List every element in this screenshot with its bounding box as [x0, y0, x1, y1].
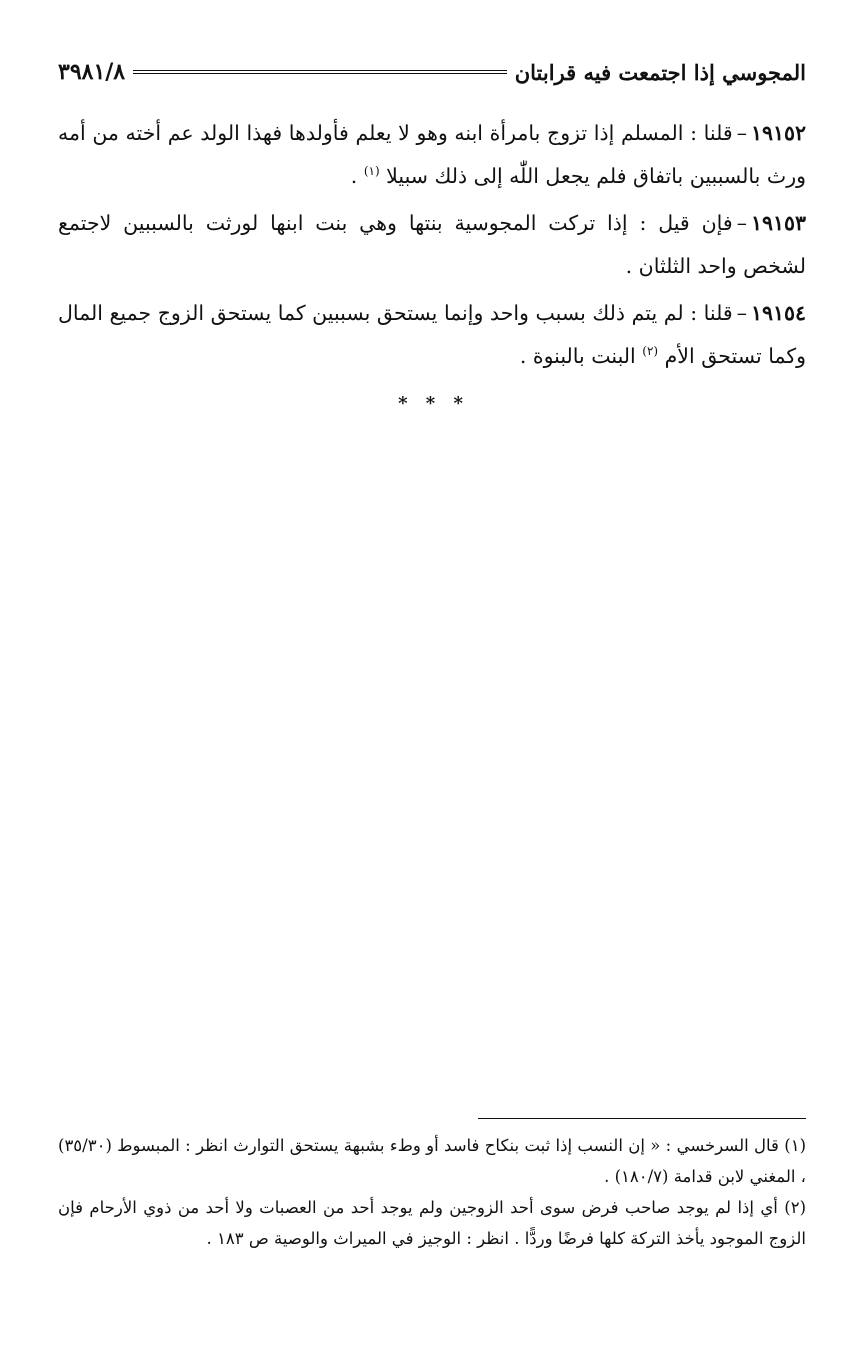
paragraph-text: قلنا : لم يتم ذلك بسبب واحد وإنما يستحق بسببين كما يستحق الزوج جميع المال وكما تستحق الأم: [58, 301, 806, 368]
header-rule: [133, 70, 507, 74]
footnote-reference[interactable]: (٢): [642, 344, 659, 358]
paragraph-number: ١٩١٥٤: [750, 301, 807, 325]
paragraph-text: قلنا : المسلم إذا تزوج بامرأة ابنه وهو لا يعلم فأولدها فهذا الولد عم أخته من أمه ورث بالسببين باتفاق فلم يجعل اللّٰه إلى ذلك سبيلا: [58, 121, 806, 188]
paragraph: [58, 112, 806, 198]
main-text: [58, 112, 806, 382]
paragraph: [58, 292, 806, 378]
paragraph-text-end: البنت بالبنوة .: [519, 344, 636, 368]
dash-separator: –: [736, 211, 747, 235]
section-separator: * * *: [398, 393, 469, 414]
paragraph-text-end: .: [350, 164, 358, 188]
paragraph: [58, 202, 806, 288]
footnotes: [58, 1130, 806, 1254]
paragraph-number: ١٩١٥٢: [750, 121, 806, 145]
page-number: ٣٩٨١/٨: [58, 59, 126, 85]
footnote: (١) قال السرخسي : « إن النسب إذا ثبت بنكاح فاسد أو وطء بشبهة يستحق التوارث انظر : المبسوط (٣٥/٣٠) ، المغني لابن قدامة (١٨٠/٧) .: [58, 1136, 806, 1186]
paragraph-number: ١٩١٥٣: [750, 211, 806, 235]
paragraph-text: فإن قيل : إذا تركت المجوسية بنتها وهي بنت ابنها لورثت بالسببين لاجتمع لشخص واحد الثلثان .: [58, 211, 806, 278]
footnote-rule: [478, 1118, 806, 1119]
dash-separator: –: [736, 121, 747, 145]
footnote-reference[interactable]: (١): [363, 164, 380, 178]
footnote: (٢) أي إذا لم يوجد صاحب فرض سوى أحد الزوجين ولم يوجد أحد من العصبات ولا أحد من ذوي الأرحام فإن الزوج الموجود يأخذ التركة كلها فرضًا وردًّا . انظر : الوجيز في الميراث والوصية ص ١٨٣ .: [58, 1198, 806, 1248]
dash-separator: –: [736, 301, 747, 325]
chapter-title: المجوسي إذا اجتمعت فيه قرابتان: [514, 59, 806, 85]
running-header: [58, 52, 806, 92]
